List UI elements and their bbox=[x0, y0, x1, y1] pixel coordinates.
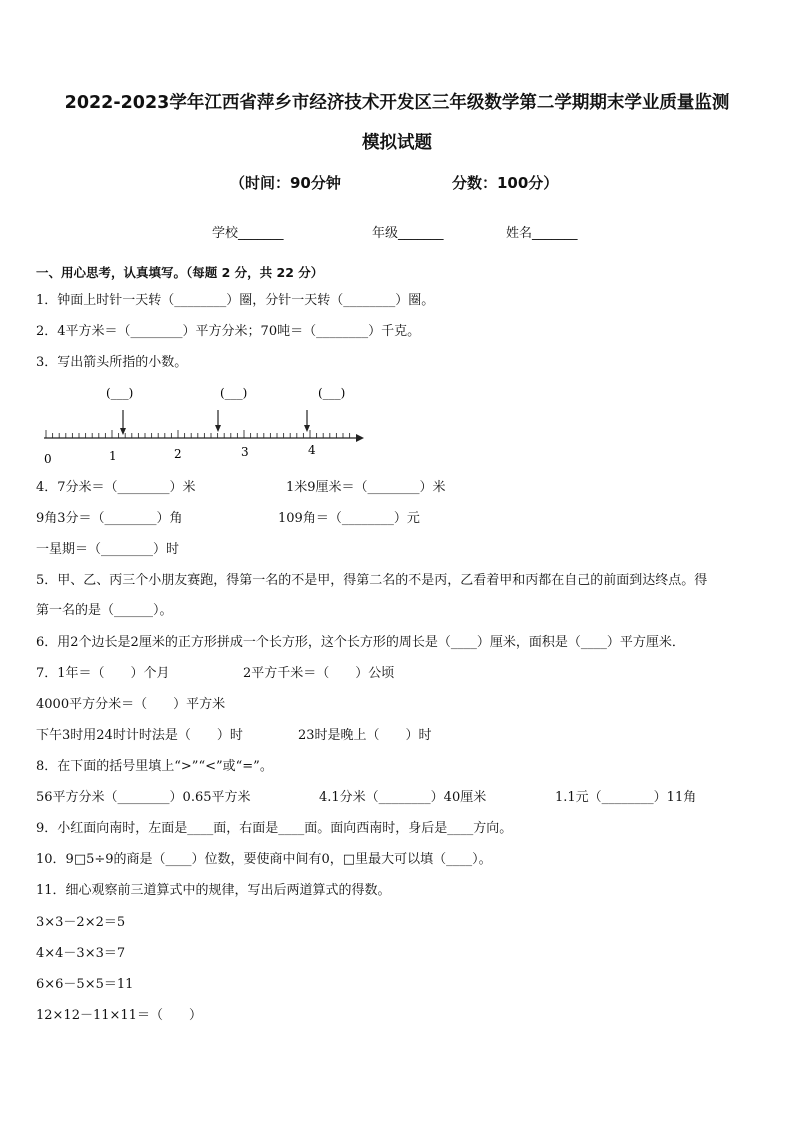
equation-1: 3×3－2×2＝5 bbox=[36, 915, 126, 930]
name-field[interactable]: 姓名_______ bbox=[506, 226, 578, 241]
equation-3: 6×6－5×5＝11 bbox=[36, 977, 134, 992]
equation-2: 4×4－3×3＝7 bbox=[36, 946, 126, 961]
axis-arrowhead bbox=[356, 434, 364, 442]
question-7a: 7．1年＝（ ）个月 bbox=[36, 666, 170, 681]
question-11: 11．细心观察前三道算式中的规律，写出后两道算式的得数。 bbox=[36, 883, 391, 898]
exam-time: （时间：90分钟 bbox=[230, 174, 341, 192]
question-9: 9．小红面向南时，左面是____面，右面是____面。面向西南时，身后是____方向。 bbox=[36, 821, 513, 836]
arrow-blank-2: (___) bbox=[220, 386, 248, 400]
question-2: 2．4平方米＝（________）平方分米；70吨＝（________）千克。 bbox=[36, 324, 421, 339]
school-field[interactable]: 学校_______ bbox=[212, 226, 284, 241]
question-4e: 一星期＝（________）时 bbox=[36, 542, 180, 557]
tick-label-1: 1 bbox=[109, 449, 117, 463]
question-7b: 2平方千米＝（ ）公顷 bbox=[243, 666, 395, 681]
tick-label-2: 2 bbox=[174, 447, 182, 461]
question-5-line-2: 第一名的是（______）。 bbox=[36, 603, 173, 618]
tick-label-4: 4 bbox=[308, 443, 316, 457]
page-title: 2022-2023学年江西省萍乡市经济技术开发区三年级数学第二学期期末学业质量监测 bbox=[64, 93, 730, 113]
question-10: 10．9□5÷9的商是（____）位数，要使商中间有0，□里最大可以填（____）。 bbox=[36, 852, 492, 867]
equation-4: 12×12－11×11＝（ ） bbox=[36, 1008, 202, 1023]
question-6: 6．用2个边长是2厘米的正方形拼成一个长方形，这个长方形的周长是（____）厘米，面积是（____）平方厘米． bbox=[36, 635, 685, 650]
question-8a: 56平方分米（________）0.65平方米 bbox=[36, 790, 251, 805]
question-4b: 1米9厘米＝（________）米 bbox=[286, 480, 446, 495]
question-7c: 4000平方分米＝（ ）平方米 bbox=[36, 697, 226, 712]
question-4c: 9角3分＝（________）角 bbox=[36, 511, 183, 526]
tick-label-3: 3 bbox=[241, 445, 249, 459]
page-title-continued: 模拟试题 bbox=[362, 133, 432, 153]
question-1: 1．钟面上时针一天转（________）圈，分针一天转（________）圈。 bbox=[36, 293, 435, 308]
question-4d: 109角＝（________）元 bbox=[278, 511, 420, 526]
question-8b: 4.1分米（________）40厘米 bbox=[319, 790, 487, 805]
question-8c: 1.1元（________）11角 bbox=[555, 790, 697, 805]
number-line-figure bbox=[36, 380, 376, 466]
arrow-blank-3: (___) bbox=[318, 386, 346, 400]
down-arrow-3 bbox=[304, 410, 310, 432]
arrow-blank-1: (___) bbox=[106, 386, 134, 400]
tick-label-0: 0 bbox=[44, 452, 52, 466]
grade-field[interactable]: 年级_______ bbox=[372, 226, 444, 241]
question-4a: 4．7分米＝（________）米 bbox=[36, 480, 196, 495]
number-line-ticks bbox=[46, 430, 350, 438]
question-8: 8．在下面的括号里填上“>”“<”或“=”。 bbox=[36, 759, 273, 774]
down-arrow-1 bbox=[120, 410, 126, 435]
question-3: 3．写出箭头所指的小数。 bbox=[36, 355, 188, 370]
question-7d: 下午3时用24时计时法是（ ）时 bbox=[36, 728, 243, 743]
question-5-line-1: 5．甲、乙、丙三个小朋友赛跑，得第一名的不是甲，得第二名的不是丙，乙看着甲和丙都在自己的前面到达终点。得 bbox=[36, 573, 708, 588]
down-arrow-2 bbox=[215, 410, 221, 432]
question-7e: 23时是晚上（ ）时 bbox=[298, 728, 432, 743]
exam-score: 分数：100分） bbox=[452, 174, 559, 192]
section-heading: 一、用心思考，认真填写。（每题 2 分，共 22 分） bbox=[36, 265, 324, 280]
